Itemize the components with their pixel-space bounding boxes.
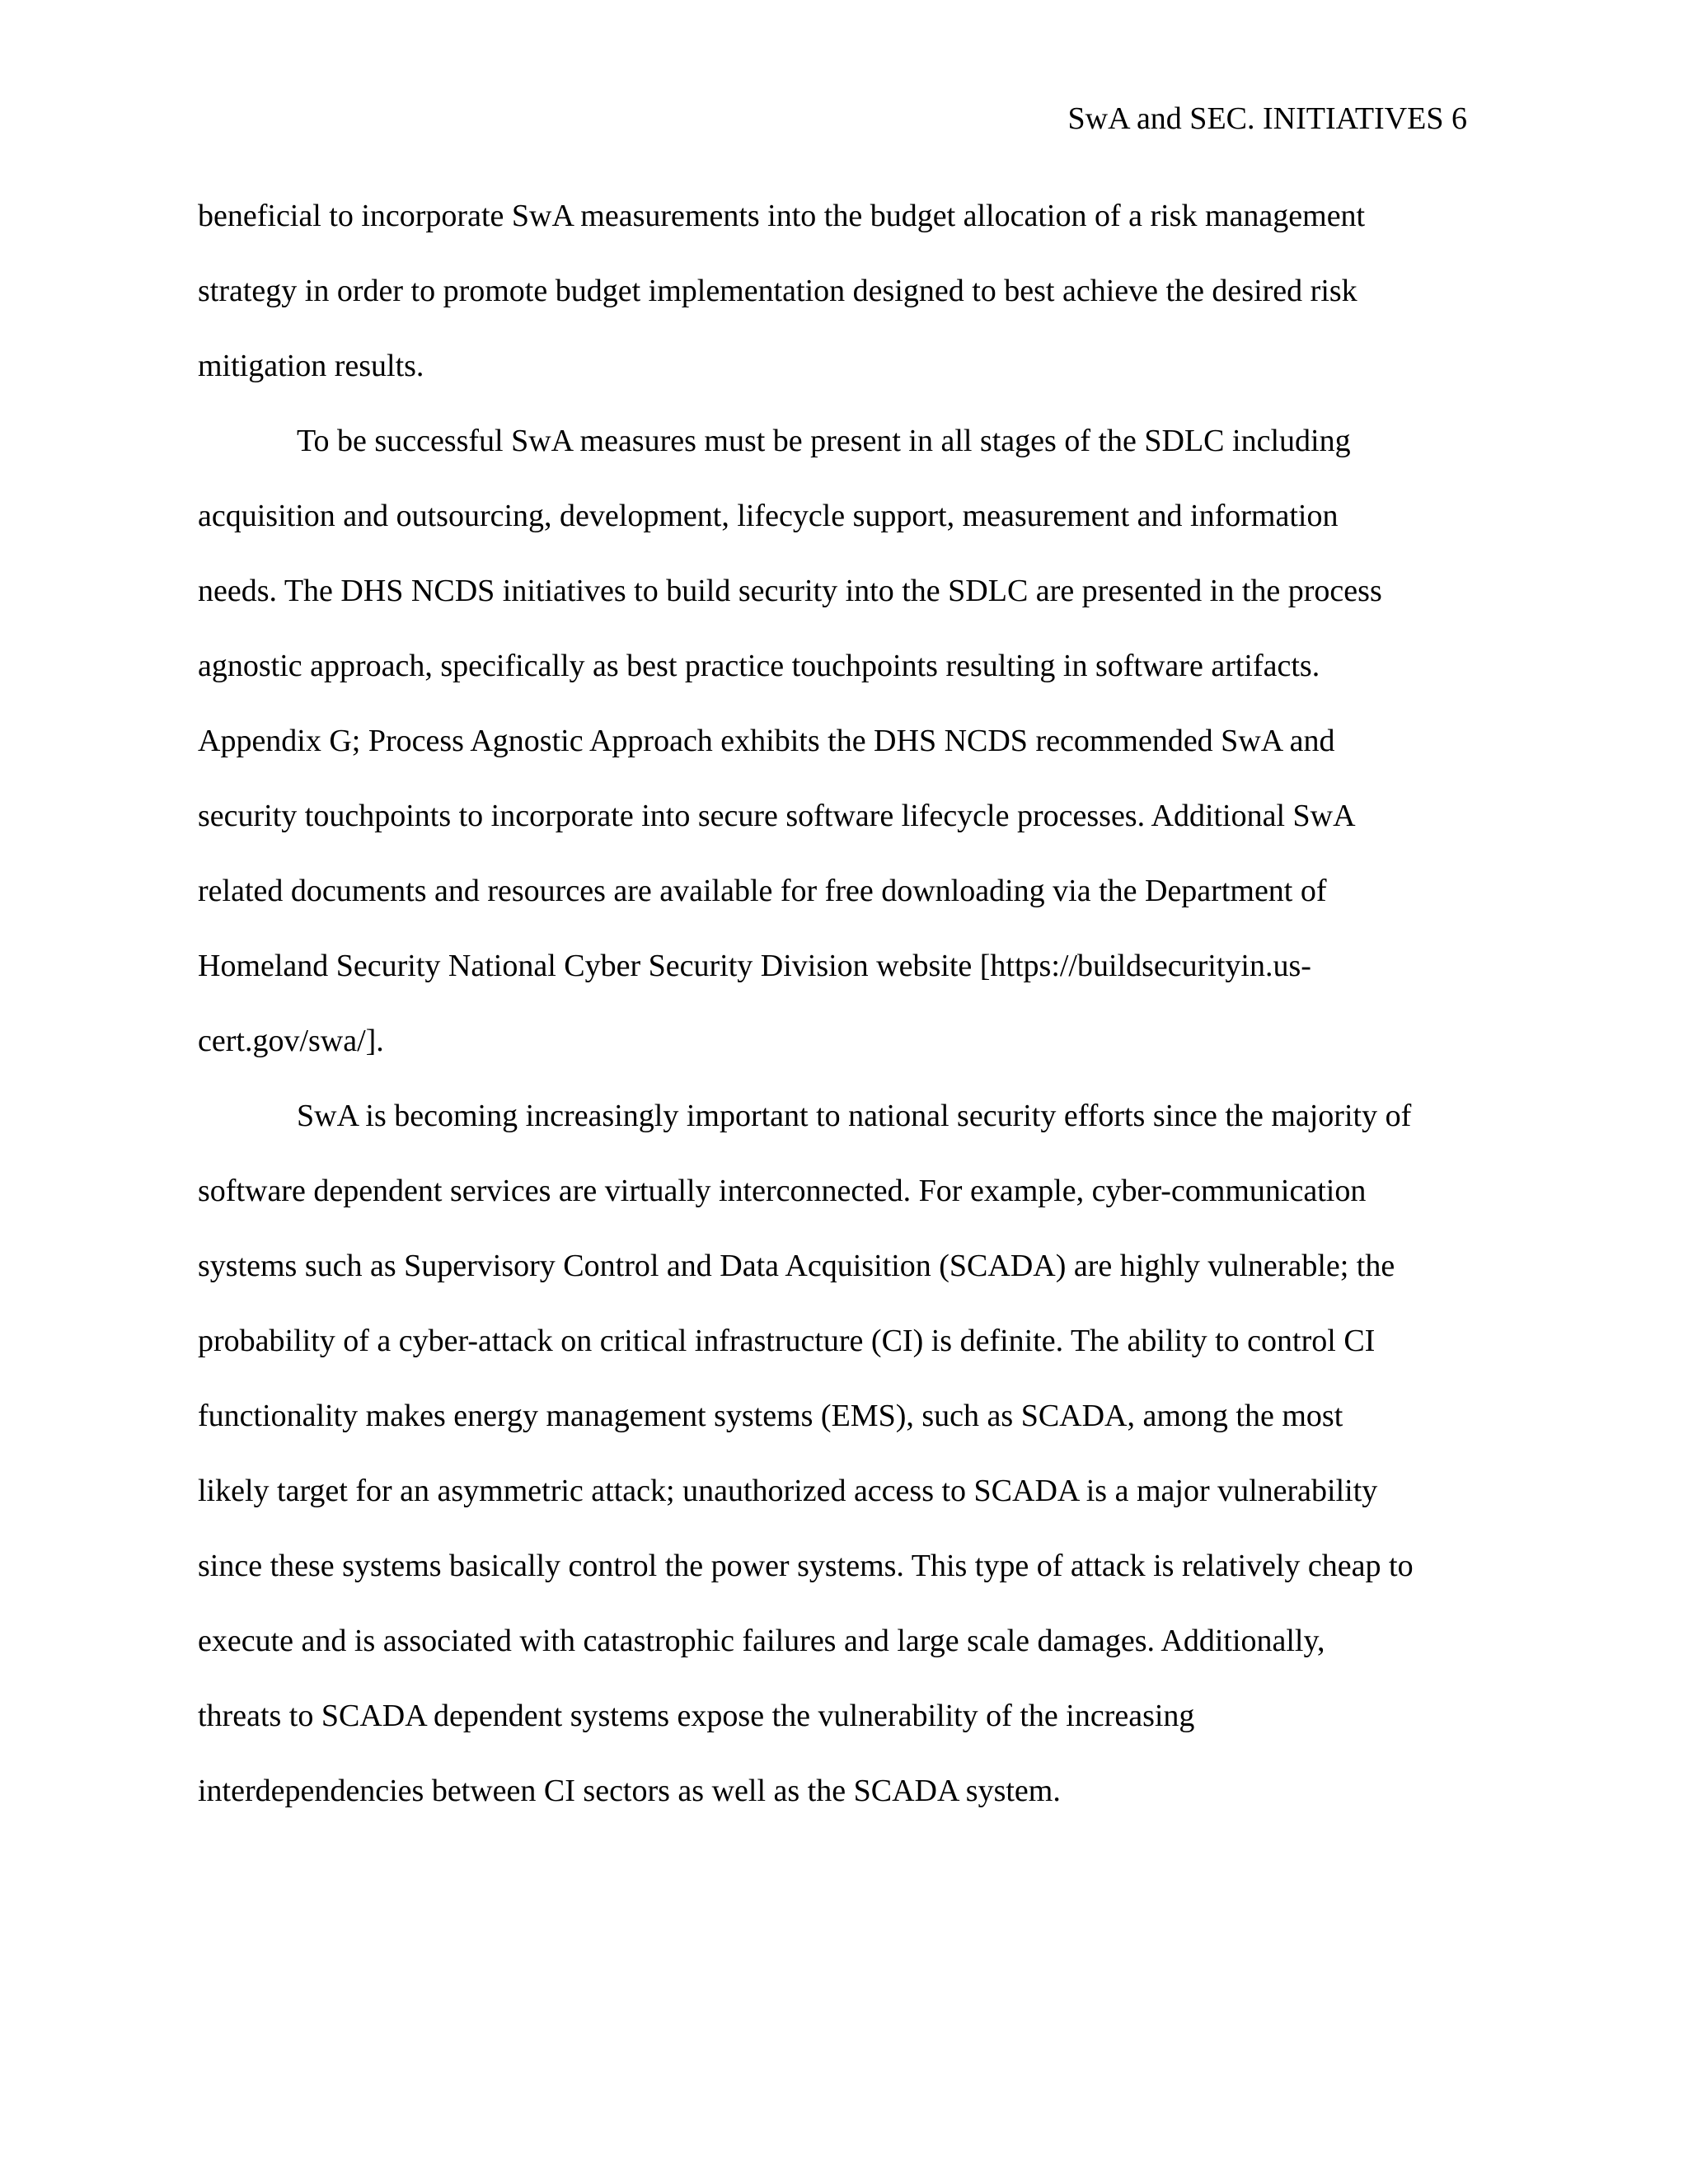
text-line: needs. The DHS NCDS initiatives to build security into the SDLC are presented in the process: [198, 574, 1382, 608]
text-line: functionality makes energy management systems (EMS), such as SCADA, among the most: [198, 1399, 1343, 1433]
text-line: mitigation results.: [198, 349, 424, 383]
text-line: agnostic approach, specifically as best practice touchpoints resulting in software artifacts.: [198, 649, 1320, 683]
text-line: beneficial to incorporate SwA measurements into the budget allocation of a risk management: [198, 199, 1366, 233]
text-line: Appendix G; Process Agnostic Approach exhibits the DHS NCDS recommended SwA and: [198, 724, 1335, 758]
running-head: SwA and SEC. INITIATIVES 6: [1067, 101, 1467, 136]
paragraph-first-line: To be successful SwA measures must be present in all stages of the SDLC including: [297, 424, 1351, 458]
text-line: Homeland Security National Cyber Security Division website [https://buildsecurityin.us-: [198, 949, 1311, 983]
text-line: interdependencies between CI sectors as well as the SCADA system.: [198, 1774, 1061, 1808]
text-line: related documents and resources are available for free downloading via the Department of: [198, 874, 1327, 908]
text-line: acquisition and outsourcing, development, lifecycle support, measurement and information: [198, 499, 1339, 533]
paragraph-first-line: SwA is becoming increasingly important to national security efforts since the majority of: [297, 1099, 1412, 1133]
text-line: software dependent services are virtually interconnected. For example, cyber-communication: [198, 1174, 1367, 1208]
text-line: likely target for an asymmetric attack; unauthorized access to SCADA is a major vulnerability: [198, 1474, 1378, 1508]
text-line: systems such as Supervisory Control and Data Acquisition (SCADA) are highly vulnerable; the: [198, 1249, 1395, 1283]
text-line: probability of a cyber-attack on critical infrastructure (CI) is definite. The ability to control CI: [198, 1324, 1376, 1358]
text-line: cert.gov/swa/].: [198, 1024, 384, 1058]
text-line: execute and is associated with catastrophic failures and large scale damages. Additionally,: [198, 1624, 1325, 1658]
text-line: since these systems basically control the power systems. This type of attack is relatively cheap to: [198, 1549, 1414, 1583]
text-line: threats to SCADA dependent systems expose the vulnerability of the increasing: [198, 1699, 1195, 1733]
text-line: security touchpoints to incorporate into secure software lifecycle processes. Additional SwA: [198, 799, 1356, 833]
text-line: strategy in order to promote budget implementation designed to best achieve the desired risk: [198, 274, 1357, 308]
